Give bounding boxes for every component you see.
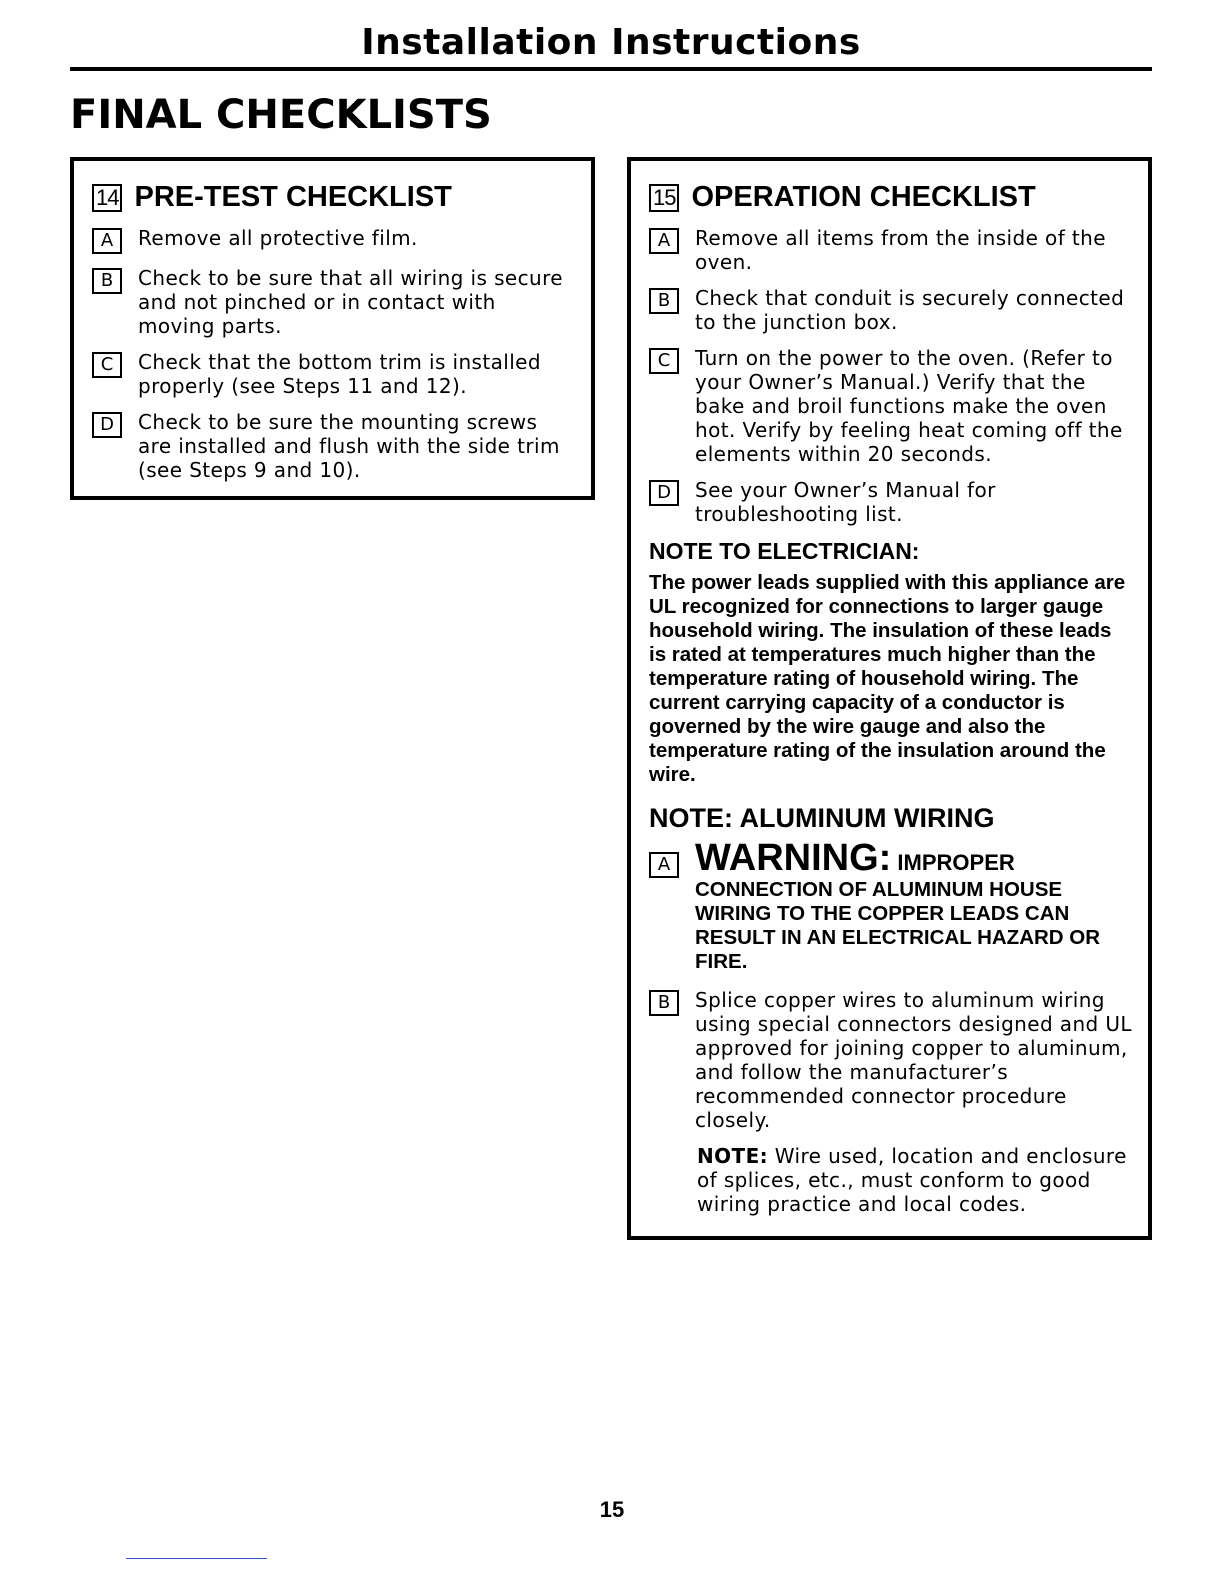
item-text: See your Owner’s Manual for troubleshooting list. <box>695 478 996 526</box>
operation-item-b <box>649 286 1134 334</box>
note-text: Wire used, location and enclosure of splices, etc., must conform to good wiring practice and local codes. <box>697 1144 1127 1216</box>
footer-link-underline <box>126 1558 267 1559</box>
pretest-checklist-panel <box>70 157 595 500</box>
pretest-item-d <box>92 410 571 482</box>
operation-item-c <box>649 346 1134 466</box>
warning-first-word: IMPROPER <box>891 850 1015 875</box>
operation-item-d <box>649 478 1134 526</box>
item-text: Check to be sure that all wiring is secure and not pinched or in contact with moving parts. <box>138 266 563 338</box>
aluminum-wiring-heading: NOTE: ALUMINUM WIRING <box>649 803 995 833</box>
item-letter-badge: D <box>92 412 122 438</box>
item-letter-badge: A <box>649 852 679 878</box>
item-text: Remove all protective film. <box>138 226 418 250</box>
pretest-heading <box>92 181 571 214</box>
operation-checklist-panel <box>627 157 1152 1240</box>
page-header: Installation Instructions <box>361 22 861 63</box>
item-text: Check to be sure the mounting screws are installed and flush with the side trim (see Steps 9 and 10). <box>138 410 560 482</box>
item-text: Check that the bottom trim is installed properly (see Steps 11 and 12). <box>138 350 541 398</box>
pretest-item-a <box>92 226 571 254</box>
operation-heading <box>649 181 1134 214</box>
operation-title: OPERATION CHECKLIST <box>691 181 1036 213</box>
wiring-practice-note <box>697 1144 1134 1216</box>
warning-block <box>695 838 1134 974</box>
item-letter-badge: B <box>649 288 679 314</box>
page-number: 15 <box>599 1497 625 1522</box>
step-number-badge: 15 <box>649 184 679 212</box>
note-lead: NOTE: <box>697 1144 769 1168</box>
page-title: FINAL CHECKLISTS <box>70 92 492 138</box>
pretest-title: PRE-TEST CHECKLIST <box>134 181 452 213</box>
electrician-note-text: The power leads supplied with this appliance are UL recognized for connections to larger gauge household wiring. The insulation of these leads is rated at temperatures much higher than the temperature rating of household wiring. The current carrying capacity of a conductor is governed by the wire gauge and also the temperature rating of the insulation around the wire. <box>649 571 1126 786</box>
item-letter-badge: C <box>649 348 679 374</box>
warning-item <box>649 838 1134 974</box>
item-letter-badge: A <box>649 228 679 254</box>
item-letter-badge: B <box>649 990 679 1016</box>
item-letter-badge: A <box>92 228 122 254</box>
electrician-note-heading: NOTE TO ELECTRICIAN: <box>649 538 920 564</box>
item-text: Turn on the power to the oven. (Refer to your Owner’s Manual.) Verify that the bake and broil functions make the oven hot. Verify by feeling heat coming off the elements within 20 seconds. <box>695 346 1123 466</box>
operation-item-a <box>649 226 1134 274</box>
item-letter-badge: C <box>92 352 122 378</box>
item-letter-badge: D <box>649 480 679 506</box>
warning-text: CONNECTION OF ALUMINUM HOUSE WIRING TO THE COPPER LEADS CAN RESULT IN AN ELECTRICAL HAZARD OR FIRE. <box>695 878 1101 973</box>
item-text: Splice copper wires to aluminum wiring using special connectors designed and UL approved for joining copper to aluminum, and follow the manufacturer’s recommended connector procedure closely. <box>695 988 1132 1132</box>
header-rule <box>70 67 1152 71</box>
item-text: Check that conduit is securely connected to the junction box. <box>695 286 1125 334</box>
item-letter-badge: B <box>92 268 122 294</box>
pretest-item-b <box>92 266 571 338</box>
step-number-badge: 14 <box>92 184 122 212</box>
item-text: Remove all items from the inside of the oven. <box>695 226 1106 274</box>
warning-word: WARNING: <box>695 837 892 879</box>
splice-item <box>649 988 1134 1132</box>
pretest-item-c <box>92 350 571 398</box>
